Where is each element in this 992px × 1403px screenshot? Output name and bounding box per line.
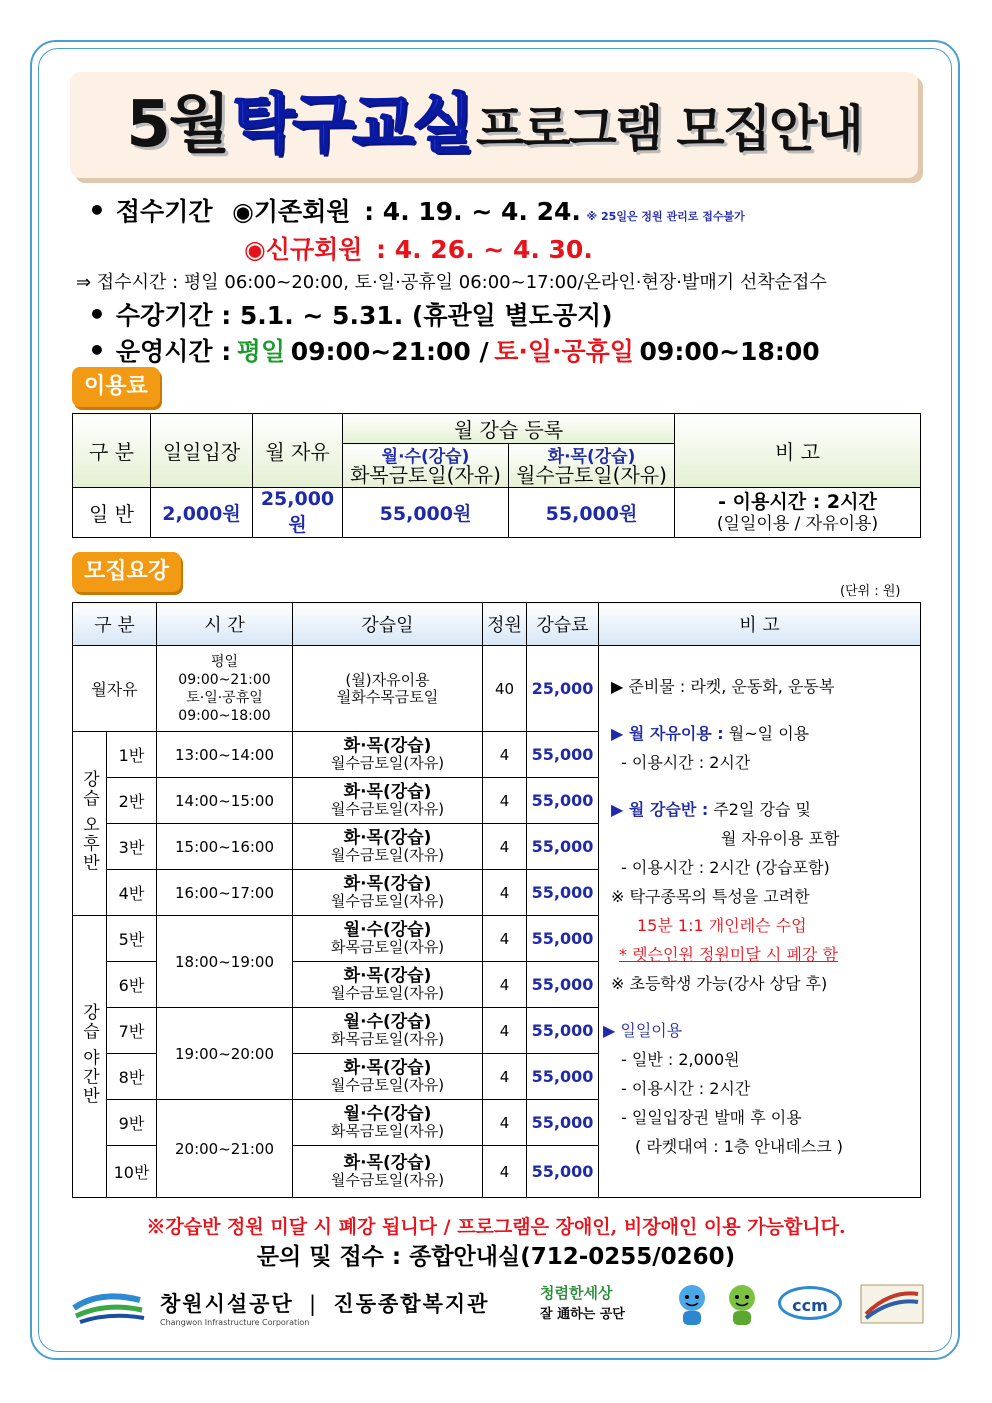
note-elementary: ※ 초등학생 가능(강사 상담 후) [611, 974, 828, 993]
fee-header-monthly-free: 월 자유 [253, 414, 343, 488]
mascot-green-icon [722, 1282, 762, 1332]
note-daily-ticket: - 일일입장권 발매 후 이용 [621, 1108, 802, 1127]
free-time-line: 토·일·공휴일 [186, 689, 263, 706]
class-days-bottom: 화목금토일(자유) [330, 1029, 445, 1048]
tue-thu-label: 화·목(강습) [547, 446, 636, 467]
note-daily-general: - 일반 : 2,000원 [621, 1050, 740, 1069]
free-category: 월자유 [73, 646, 157, 732]
class-time: 19:00~20:00 [157, 1008, 293, 1100]
recruit-notes [599, 646, 921, 1198]
fee-header-mon-wed [343, 444, 509, 488]
class-time: 14:00~15:00 [157, 778, 293, 824]
class-name: 7반 [107, 1008, 157, 1054]
class-days-top: 화·목(강습) [343, 873, 432, 894]
fee-header-tue-thu [509, 444, 675, 488]
class-days-bottom: 월수금토일(자유) [330, 799, 445, 818]
page-title [70, 80, 918, 174]
class-name: 6반 [107, 962, 157, 1008]
facility-name: 진동종합복지관 [333, 1292, 490, 1316]
rec-header-time: 시 간 [157, 603, 293, 646]
logo-strip [70, 1282, 930, 1332]
class-days-top: 월·수(강습) [343, 1011, 432, 1032]
existing-dates: : 4. 19. ~ 4. 24. [364, 197, 581, 226]
class-capacity: 4 [483, 778, 527, 824]
class-capacity: 4 [483, 732, 527, 778]
rec-header-days: 강습일 [293, 603, 483, 646]
course-period: 수강기간 : 5.1. ~ 5.31. (휴관일 별도공지) [115, 301, 613, 330]
class-name: 9반 [107, 1100, 157, 1146]
class-capacity: 4 [483, 870, 527, 916]
rec-header-fee: 강습료 [527, 603, 599, 646]
reception-line [88, 192, 745, 228]
note-class-time: - 이용시간 : 2시간 (강습포함) [621, 858, 830, 877]
class-time: 15:00~16:00 [157, 824, 293, 870]
class-fee: 55,000 [527, 916, 599, 962]
fee-row-daily: 2,000원 [151, 488, 253, 538]
class-fee: 55,000 [527, 1008, 599, 1054]
class-days-top: 월·수(강습) [343, 1103, 432, 1124]
existing-label: ◉기존회원 [232, 197, 351, 226]
class-days-bottom: 화목금토일(자유) [330, 937, 445, 956]
class-capacity: 4 [483, 1008, 527, 1054]
operation-weekday: 평일 [236, 337, 286, 366]
note-cancel: * 렛슨인원 정원미달 시 폐강 함 [619, 945, 838, 964]
note-monthly-class-2: 월 자유이용 포함 [721, 829, 840, 848]
note-table-tennis: ※ 탁구종목의 특성을 고려한 [611, 887, 810, 906]
new-label: ◉신규회원 [244, 235, 363, 264]
recruit-tag: 모집요강 [72, 552, 181, 592]
fee-table [72, 413, 921, 538]
class-name: 8반 [107, 1054, 157, 1100]
class-days [293, 1100, 483, 1146]
fee-header-note: 비 고 [675, 414, 921, 488]
free-time-line: 09:00~21:00 [178, 671, 271, 688]
group-afternoon [73, 732, 107, 916]
ccm-logo [778, 1286, 842, 1320]
class-days-bottom: 월수금토일(자유) [330, 983, 445, 1002]
note-monthly-class-tail: 주2일 강습 및 [708, 800, 811, 819]
note-free-time: - 이용시간 : 2시간 [621, 753, 751, 772]
free-time [157, 646, 293, 732]
class-days-bottom: 월수금토일(자유) [330, 1170, 445, 1189]
rec-header-category: 구 분 [73, 603, 157, 646]
operation-weekend: 토·일·공휴일 [494, 337, 634, 366]
free-days-line: 월화수목금토일 [336, 687, 439, 706]
reception-time: ⇒ 접수시간 : 평일 06:00~20:00, 토·일·공휴일 06:00~17:00/온라인·현장·발매기 선착순접수 [76, 272, 827, 293]
class-days-bottom: 월수금토일(자유) [330, 891, 445, 910]
class-name: 4반 [107, 870, 157, 916]
mon-wed-sub: 화목금토일(자유) [350, 462, 501, 487]
class-name: 1반 [107, 732, 157, 778]
free-time-line: 09:00~18:00 [178, 707, 271, 724]
class-fee: 55,000 [527, 962, 599, 1008]
recruit-table [72, 602, 921, 1198]
note-daily-time: - 이용시간 : 2시간 [621, 1079, 751, 1098]
free-days [293, 646, 483, 732]
operation-weekend-time: 09:00~18:00 [639, 337, 820, 366]
group-evening [73, 916, 107, 1198]
class-days-top: 화·목(강습) [343, 781, 432, 802]
class-capacity: 4 [483, 962, 527, 1008]
class-capacity: 4 [483, 916, 527, 962]
class-fee: 55,000 [527, 1054, 599, 1100]
title-month: 5월 [126, 88, 229, 162]
operation-line [88, 332, 820, 368]
class-days-top: 화·목(강습) [343, 735, 432, 756]
free-fee: 25,000 [527, 646, 599, 732]
course-period-line [88, 296, 613, 332]
org-sub: Changwon Infrastructure Corporation [160, 1318, 310, 1327]
free-time-line: 평일 [210, 653, 239, 670]
fee-tag: 이용료 [72, 367, 160, 407]
title-rest: 프로그램 모집안내 [475, 100, 862, 158]
fee-row-category: 일 반 [73, 488, 151, 538]
class-name: 2반 [107, 778, 157, 824]
class-fee: 55,000 [527, 778, 599, 824]
fee-row-monthly-free: 25,000원 [253, 488, 343, 538]
class-days-bottom: 월수금토일(자유) [330, 1075, 445, 1094]
class-days [293, 916, 483, 962]
note-lesson: 15분 1:1 개인레슨 수업 [637, 916, 807, 935]
city-logo [70, 1288, 148, 1330]
note-monthly-free [611, 719, 920, 748]
class-days [293, 732, 483, 778]
org-logo: 창원시설공단 | 진동종합복지관 Changwon Infrastructure Corporation [160, 1292, 490, 1327]
class-time: 16:00~17:00 [157, 870, 293, 916]
class-days-top: 화·목(강습) [343, 1057, 432, 1078]
fee-row-tue-thu: 55,000원 [509, 488, 675, 538]
slogan-top: 청렴한세상 [540, 1284, 613, 1302]
operation-label: 운영시간 : [115, 337, 232, 366]
class-days-bottom: 월수금토일(자유) [330, 845, 445, 864]
group-evening-label: 강습 야간반 [79, 1003, 99, 1106]
org-name: 창원시설공단 [160, 1292, 294, 1316]
class-time: 20:00~21:00 [157, 1100, 293, 1198]
fee-header-monthly-class: 월 강습 등록 [343, 414, 675, 444]
reception-label: 접수기간 [115, 197, 213, 226]
class-days-top: 화·목(강습) [343, 965, 432, 986]
class-capacity: 4 [483, 1054, 527, 1100]
class-days [293, 870, 483, 916]
group-afternoon-label: 강습 오후반 [79, 770, 99, 873]
class-capacity: 4 [483, 824, 527, 870]
class-name: 3반 [107, 824, 157, 870]
class-days [293, 962, 483, 1008]
tue-thu-sub: 월수금토일(자유) [516, 462, 667, 487]
note-monthly-free-head: ▶ 월 자유이용 : [611, 724, 724, 743]
class-days [293, 824, 483, 870]
note-daily: ▶ 일일이용 [603, 1021, 683, 1040]
bullet: • [88, 194, 106, 227]
ccm-label: ccm [778, 1286, 842, 1320]
slogan-bottom: 잘 通하는 공단 [540, 1307, 625, 1322]
unit-label: (단위 : 원) [840, 584, 901, 599]
class-name: 10반 [107, 1146, 157, 1198]
existing-note: ※ 25일은 정원 관리로 접수불가 [586, 210, 745, 223]
fee-header-daily: 일일입장 [151, 414, 253, 488]
note-monthly-free-tail: 월~일 이용 [723, 724, 810, 743]
mascot-blue-icon [672, 1282, 712, 1332]
rec-header-note: 비 고 [599, 603, 921, 646]
certification-badge-icon [860, 1284, 924, 1328]
mon-wed-label: 월·수(강습) [381, 446, 470, 467]
class-days [293, 778, 483, 824]
bullet: • [88, 298, 106, 331]
title-banner [70, 72, 918, 178]
fee-note-2: (일일이용 / 자유이용) [716, 513, 879, 534]
class-days-bottom: 화목금토일(자유) [330, 1121, 445, 1140]
free-capacity: 40 [483, 646, 527, 732]
class-days [293, 1054, 483, 1100]
note-prep: ▶ 준비물 : 라켓, 운동화, 운동복 [611, 677, 835, 696]
fee-header-category: 구 분 [73, 414, 151, 488]
class-days [293, 1008, 483, 1054]
footer-contact: 문의 및 접수 : 종합안내실(712-0255/0260) [256, 1244, 736, 1270]
class-fee: 55,000 [527, 824, 599, 870]
class-fee: 55,000 [527, 1146, 599, 1198]
note-monthly-class-head: ▶ 월 강습반 : [611, 800, 709, 819]
class-fee: 55,000 [527, 1100, 599, 1146]
new-dates: : 4. 26. ~ 4. 30. [376, 235, 593, 264]
class-time: 18:00~19:00 [157, 916, 293, 1008]
fee-row-note [675, 488, 921, 538]
bullet: • [88, 334, 106, 367]
operation-weekday-time: 09:00~21:00 / [290, 337, 489, 366]
class-days-bottom: 월수금토일(자유) [330, 753, 445, 772]
class-days-top: 월·수(강습) [343, 919, 432, 940]
class-capacity: 4 [483, 1146, 527, 1198]
free-days-line: (월)자유이용 [345, 670, 430, 689]
class-fee: 55,000 [527, 732, 599, 778]
fee-row-mon-wed: 55,000원 [343, 488, 509, 538]
title-highlight: 탁구교실 [232, 88, 472, 162]
rec-header-capacity: 정원 [483, 603, 527, 646]
class-days-top: 화·목(강습) [343, 827, 432, 848]
class-days [293, 1146, 483, 1198]
class-time: 13:00~14:00 [157, 732, 293, 778]
note-racket: ( 라켓대여 : 1층 안내데스크 ) [635, 1137, 844, 1156]
slogan-logo [540, 1282, 625, 1322]
class-name: 5반 [107, 916, 157, 962]
note-monthly-class [611, 795, 920, 824]
class-capacity: 4 [483, 1100, 527, 1146]
class-days-top: 화·목(강습) [343, 1152, 432, 1173]
footer-warning: ※강습반 정원 미달 시 폐강 됩니다 / 프로그램은 장애인, 비장애인 이용 가능합니다. [146, 1216, 846, 1238]
class-fee: 55,000 [527, 870, 599, 916]
fee-note-1: - 이용시간 : 2시간 [718, 490, 877, 513]
new-member-line [244, 230, 593, 266]
